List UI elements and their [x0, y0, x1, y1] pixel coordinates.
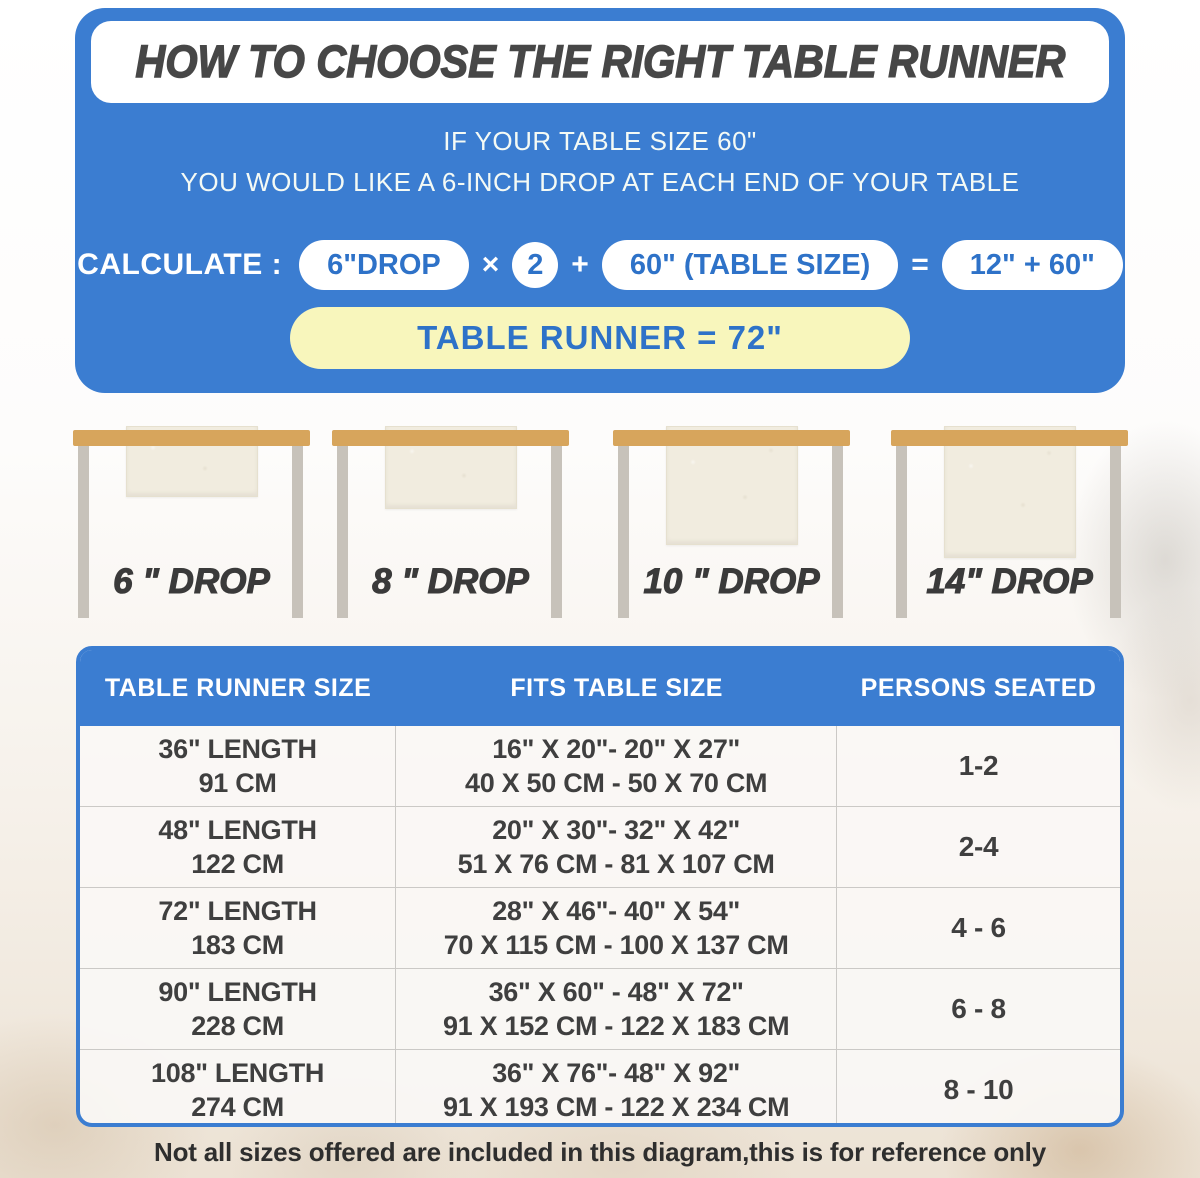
persons-cell: [837, 1050, 1120, 1127]
column-header-runner-size: TABLE RUNNER SIZE: [104, 673, 372, 702]
equals-operator: =: [911, 248, 929, 281]
drop-value-pill: 6"DROP: [299, 240, 469, 290]
persons-cell: [837, 726, 1120, 806]
fits-inches: 20" X 30"- 32" X 42": [492, 815, 741, 845]
table-figure-6-inch: [73, 426, 310, 626]
intro-line-2: YOU WOULD LIKE A 6-INCH DROP AT EACH END OF YOUR TABLE: [180, 167, 1020, 197]
table-row: [80, 969, 1120, 1050]
table-row: [80, 807, 1120, 888]
table-figure-10-inch: [613, 426, 850, 626]
table-figure-14-inch: [891, 426, 1128, 626]
table-row: [80, 888, 1120, 969]
persons-cell: [837, 807, 1120, 887]
column-header-fits-size: FITS TABLE SIZE: [510, 673, 723, 702]
column-header-persons: PERSONS SEATED: [860, 673, 1097, 702]
result-pill: TABLE RUNNER = 72": [290, 307, 910, 369]
drop-label: 6 " DROP: [113, 562, 270, 601]
times-operator: ×: [481, 248, 500, 281]
persons-cell: [837, 888, 1120, 968]
sum-pill: 12" + 60": [942, 240, 1123, 290]
runner-cm: 183 CM: [191, 930, 284, 960]
persons-count: 4 - 6: [951, 912, 1006, 943]
persons-count: 6 - 8: [951, 993, 1006, 1024]
fits-size-cell: [396, 807, 837, 887]
drop-label: 10 " DROP: [643, 562, 820, 601]
fits-cm: 91 X 193 CM - 122 X 234 CM: [442, 1092, 790, 1122]
tabletop: [891, 430, 1128, 446]
drop-label: 8 " DROP: [372, 562, 529, 601]
persons-count: 2-4: [958, 831, 999, 862]
tabletop: [73, 430, 310, 446]
tabletop: [613, 430, 850, 446]
table-size-pill: 60" (TABLE SIZE): [602, 240, 898, 290]
persons-count: 1-2: [958, 750, 999, 781]
runner-inches: 48" LENGTH: [158, 815, 317, 845]
calculate-label: CALCULATE :: [77, 248, 283, 281]
runner-size-cell: [80, 726, 396, 806]
runner-cm: 228 CM: [191, 1011, 284, 1041]
runner-size-cell: [80, 1050, 396, 1127]
table-row: [80, 1050, 1120, 1127]
runner-size-cell: [80, 807, 396, 887]
persons-count: 8 - 10: [943, 1074, 1014, 1105]
runner-cm: 91 CM: [198, 768, 277, 798]
table-row: [80, 726, 1120, 807]
fits-size-cell: [396, 888, 837, 968]
fits-size-cell: [396, 969, 837, 1049]
runner-inches: 72" LENGTH: [158, 896, 317, 926]
reference-disclaimer: Not all sizes offered are included in this diagram,this is for reference only: [154, 1137, 1046, 1167]
plus-operator: +: [571, 248, 589, 281]
fits-cm: 70 X 115 CM - 100 X 137 CM: [443, 930, 789, 960]
page-title: HOW TO CHOOSE THE RIGHT TABLE RUNNER: [135, 36, 1065, 87]
multiplier-circle: 2: [512, 242, 558, 288]
size-chart-header: [80, 650, 1120, 726]
runner-size-cell: [80, 969, 396, 1049]
drop-label: 14" DROP: [926, 562, 1093, 601]
fits-inches: 16" X 20"- 20" X 27": [492, 734, 741, 764]
runner-cm: 122 CM: [191, 849, 284, 879]
runner-cm: 274 CM: [191, 1092, 284, 1122]
intro-line-1: IF YOUR TABLE SIZE 60": [443, 126, 757, 156]
fits-cm: 91 X 152 CM - 122 X 183 CM: [442, 1011, 790, 1041]
tabletop: [332, 430, 569, 446]
runner-inches: 36" LENGTH: [158, 734, 317, 764]
fits-inches: 28" X 46"- 40" X 54": [492, 896, 741, 926]
runner-inches: 90" LENGTH: [158, 977, 317, 1007]
fits-cm: 51 X 76 CM - 81 X 107 CM: [457, 849, 775, 879]
fits-inches: 36" X 60" - 48" X 72": [488, 977, 744, 1007]
runner-inches: 108" LENGTH: [151, 1058, 325, 1088]
fits-size-cell: [396, 1050, 837, 1127]
fits-size-cell: [396, 726, 837, 806]
fits-cm: 40 X 50 CM - 50 X 70 CM: [465, 768, 768, 798]
table-figure-8-inch: [332, 426, 569, 626]
fits-inches: 36" X 76"- 48" X 92": [492, 1058, 741, 1088]
size-chart-panel: [76, 646, 1124, 1127]
persons-cell: [837, 969, 1120, 1049]
runner-size-cell: [80, 888, 396, 968]
